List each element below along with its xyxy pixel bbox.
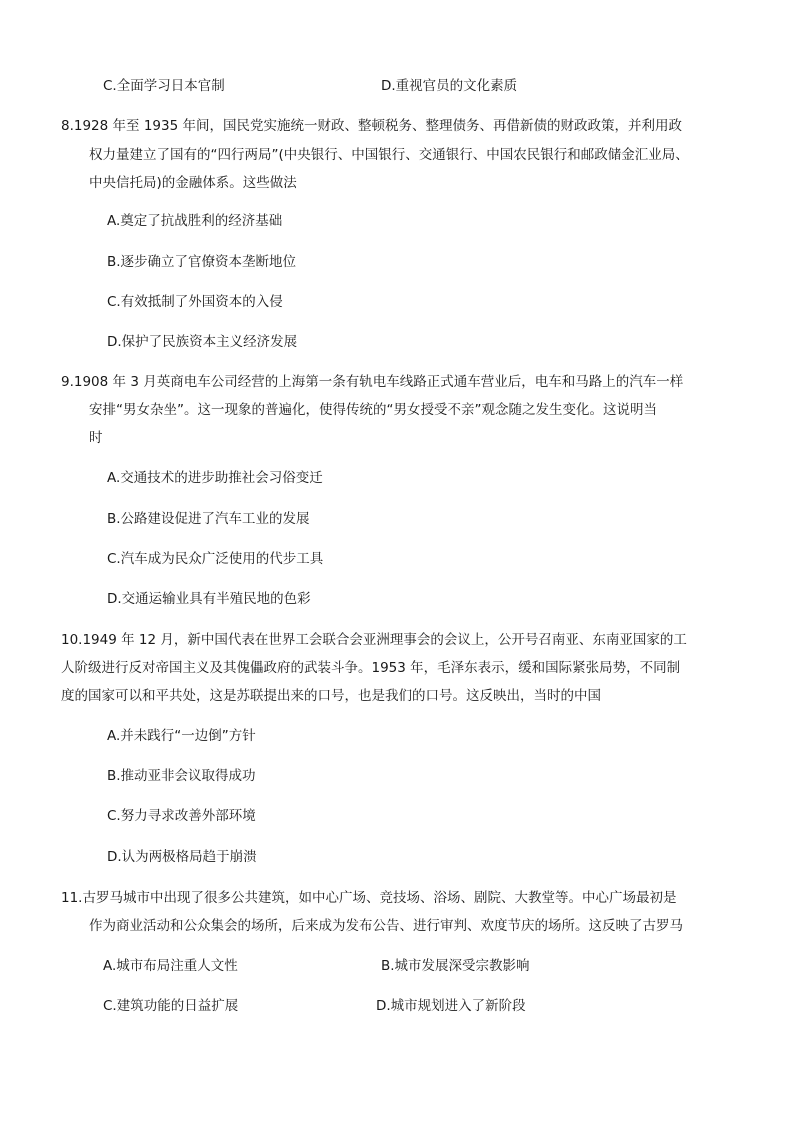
q10-stem-line-1: 10.1949 年 12 月，新中国代表在世界工会联合会亚洲理事会的会议上，公开号召南亚、东南亚国家的工 [61, 632, 687, 648]
q11-option-d[interactable]: D.城市规划进入了新阶段 [376, 998, 526, 1014]
q9-stem-line-2: 安排“男女杂坐”。这一现象的普遍化，使得传统的“男女授受不亲”观念随之发生变化。这说明当 [89, 402, 657, 418]
q10-stem-line-3: 度的国家可以和平共处，这是苏联提出来的口号，也是我们的口号。这反映出，当时的中国 [61, 688, 601, 704]
q8-stem-line-1: 8.1928 年至 1935 年间，国民党实施统一财政、整顿税务、整理债务、再借新债的财政政策，并利用政 [61, 118, 682, 134]
q9-option-a[interactable]: A.交通技术的进步助推社会习俗变迁 [107, 470, 323, 486]
q8-option-b[interactable]: B.逐步确立了官僚资本垄断地位 [107, 254, 297, 270]
q9-option-d[interactable]: D.交通运输业具有半殖民地的色彩 [107, 591, 311, 607]
q8-option-c[interactable]: C.有效抵制了外国资本的入侵 [107, 294, 283, 310]
q7-option-d[interactable]: D.重视官员的文化素质 [381, 78, 518, 94]
q9-stem-line-1: 9.1908 年 3 月英商电车公司经营的上海第一条有轨电车线路正式通车营业后，电车和马路上的汽车一样 [61, 374, 684, 390]
q10-option-c[interactable]: C.努力寻求改善外部环境 [107, 808, 256, 824]
q11-option-c[interactable]: C.建筑功能的日益扩展 [103, 998, 239, 1014]
q10-option-d[interactable]: D.认为两极格局趋于崩溃 [107, 849, 257, 865]
q7-option-c[interactable]: C.全面学习日本官制 [103, 78, 225, 94]
q10-option-b[interactable]: B.推动亚非会议取得成功 [107, 768, 256, 784]
q10-option-a[interactable]: A.并未践行“一边倒”方针 [107, 728, 256, 744]
q9-option-c[interactable]: C.汽车成为民众广泛使用的代步工具 [107, 551, 324, 567]
q11-option-a[interactable]: A.城市布局注重人文性 [103, 958, 238, 974]
q11-stem-line-2: 作为商业活动和公众集会的场所，后来成为发布公告、进行审判、欢度节庆的场所。这反映了古罗马 [89, 918, 683, 934]
q9-option-b[interactable]: B.公路建设促进了汽车工业的发展 [107, 511, 310, 527]
q11-stem-line-1: 11.古罗马城市中出现了很多公共建筑，如中心广场、竞技场、浴场、剧院、大教堂等。中心广场最初是 [61, 890, 677, 906]
q8-option-d[interactable]: D.保护了民族资本主义经济发展 [107, 334, 298, 350]
q8-stem-line-2: 权力量建立了国有的“四行两局”(中央银行、中国银行、交通银行、中国农民银行和邮政储金汇业局、 [89, 147, 689, 163]
q9-stem-line-3: 时 [89, 430, 103, 446]
q11-option-b[interactable]: B.城市发展深受宗教影响 [381, 958, 530, 974]
q10-stem-line-2: 人阶级进行反对帝国主义及其傀儡政府的武装斗争。1953 年，毛泽东表示，缓和国际紧张局势，不同制 [61, 660, 681, 676]
q8-stem-line-3: 中央信托局)的金融体系。这些做法 [89, 175, 297, 191]
q8-option-a[interactable]: A.奠定了抗战胜利的经济基础 [107, 213, 283, 229]
